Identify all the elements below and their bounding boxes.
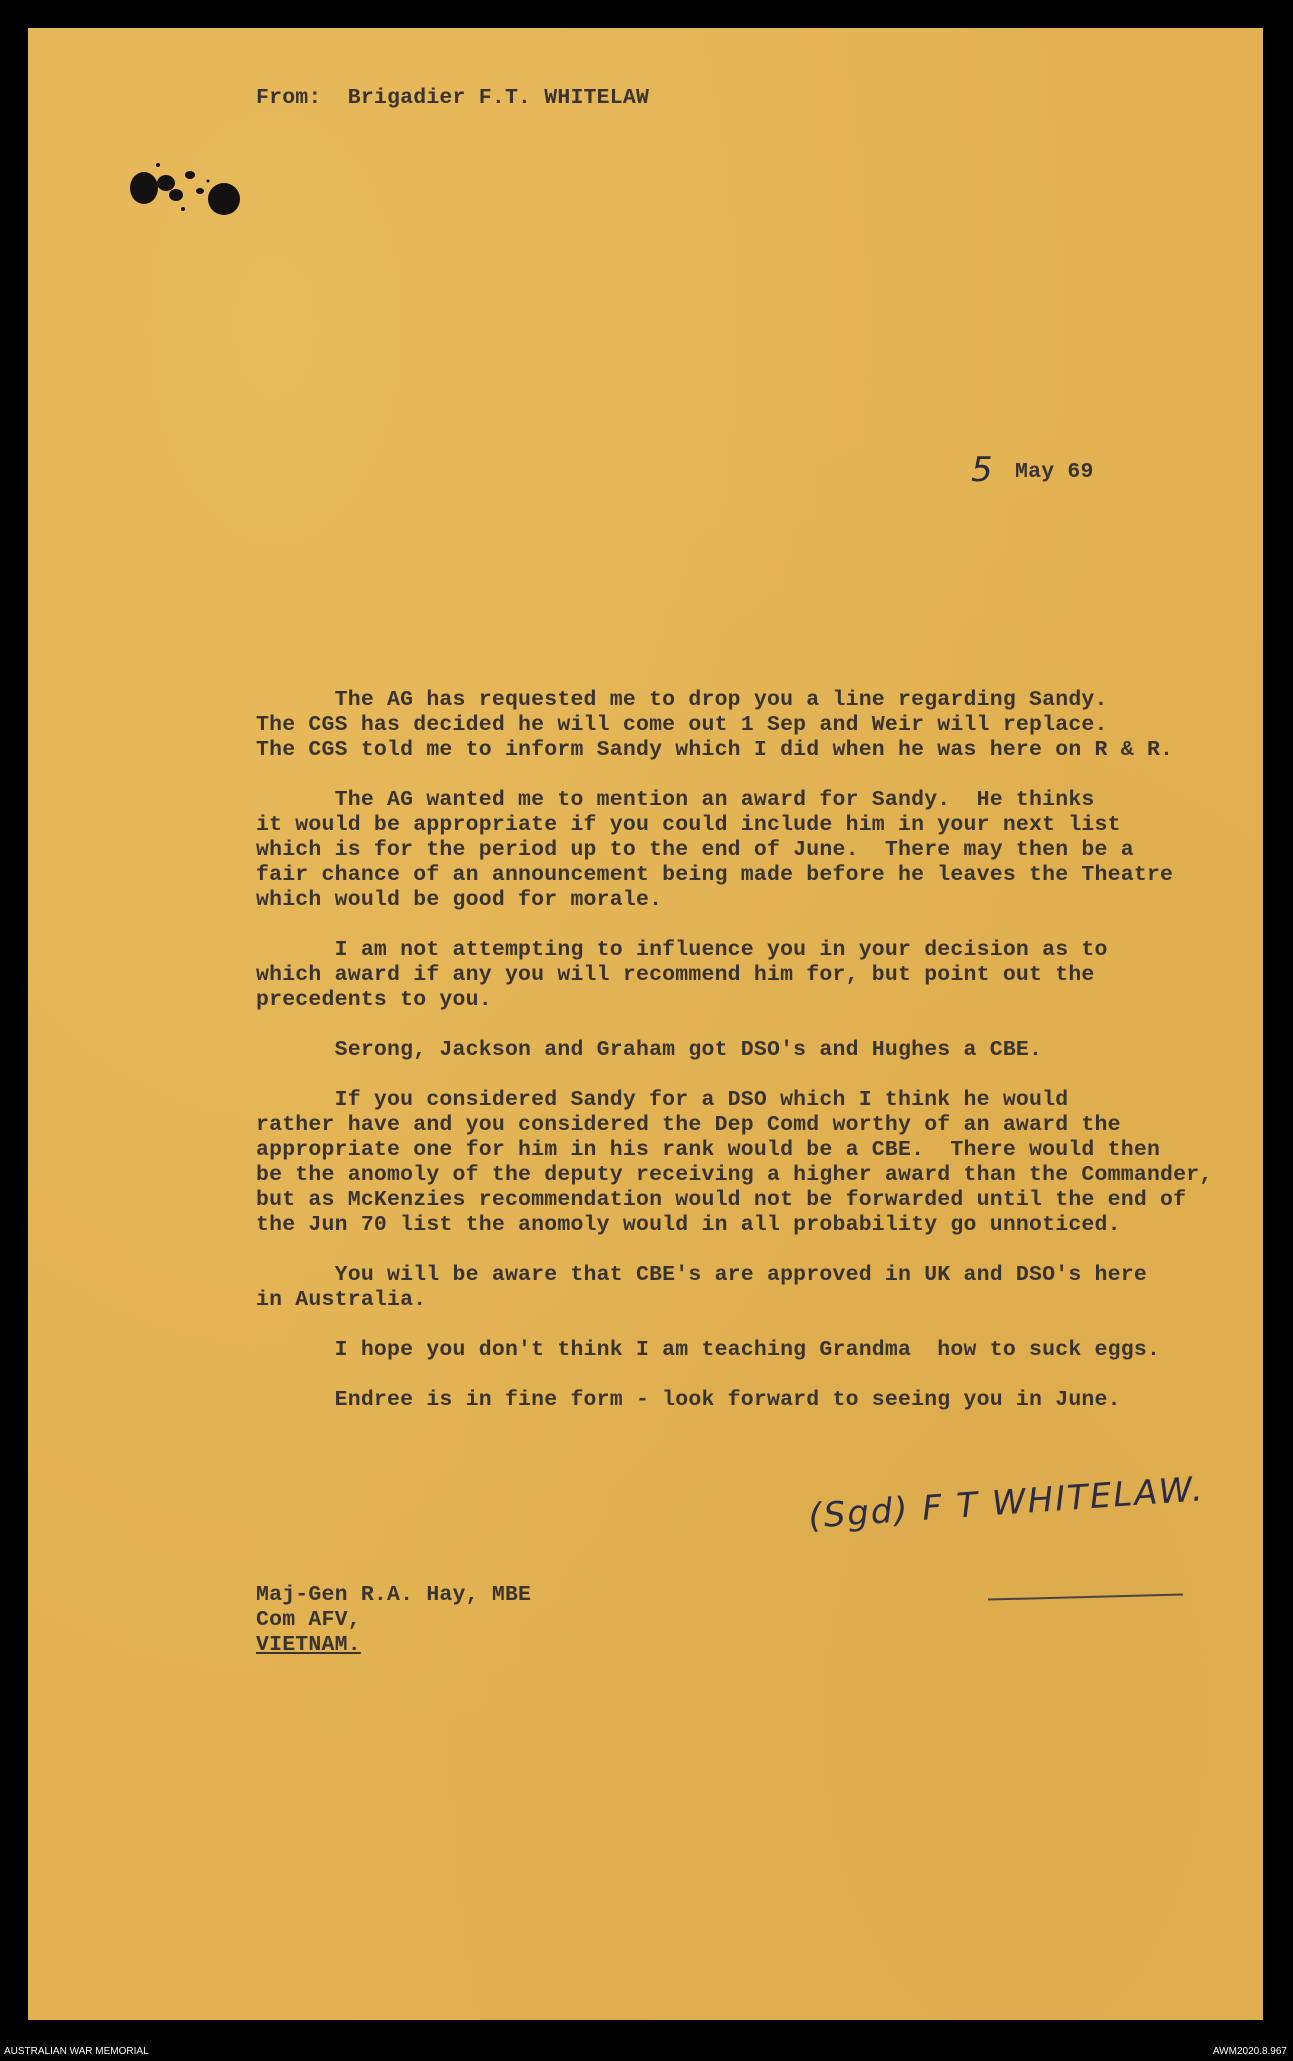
- body-line: which award if any you will recommend him for, but point out the: [256, 963, 1095, 987]
- body-line: precedents to you.: [256, 988, 492, 1012]
- body-line: which is for the period up to the end of June. There may then be a: [256, 838, 1134, 862]
- body-line: The CGS has decided he will come out 1 Sep and Weir will replace.: [256, 713, 1108, 737]
- body-line: Serong, Jackson and Graham got DSO's and Hughes a CBE.: [256, 1038, 1043, 1062]
- sender-line: From: Brigadier F.T. WHITELAW: [256, 86, 650, 110]
- letter-page: [28, 28, 1263, 2020]
- body-line: the Jun 70 list the anomoly would in all probability go unnoticed.: [256, 1213, 1121, 1237]
- body-line: but as McKenzies recommendation would not be forwarded until the end of: [256, 1188, 1187, 1212]
- handwritten-signature: (Sgd) F T WHITELAW.: [807, 1469, 1206, 1537]
- body-line: be the anomoly of the deputy receiving a higher award than the Commander,: [256, 1163, 1213, 1187]
- signature-line: [988, 1593, 1183, 1600]
- body-line: The AG wanted me to mention an award for Sandy. He thinks: [256, 788, 1095, 812]
- body-line: appropriate one for him in his rank would be a CBE. There would then: [256, 1138, 1161, 1162]
- body-line: fair chance of an announcement being made before he leaves the Theatre: [256, 863, 1174, 887]
- address-line: Com AFV,: [256, 1608, 361, 1632]
- date-day-handwritten: 5: [971, 450, 993, 490]
- archive-reference: AWM2020.8.967: [1212, 2046, 1287, 2057]
- body-line: I am not attempting to influence you in your decision as to: [256, 938, 1108, 962]
- body-line: The AG has requested me to drop you a line regarding Sandy.: [256, 688, 1108, 712]
- recipient-address: [256, 1583, 532, 1703]
- body-line: If you considered Sandy for a DSO which I think he would: [256, 1088, 1069, 1112]
- body-line: in Australia.: [256, 1288, 427, 1312]
- body-line: it would be appropriate if you could include him in your next list: [256, 813, 1121, 837]
- body-line: rather have and you considered the Dep Comd worthy of an award the: [256, 1113, 1121, 1137]
- body-line: You will be aware that CBE's are approved in UK and DSO's here: [256, 1263, 1147, 1287]
- date-month-year: May 69: [1015, 460, 1094, 484]
- ink-blot-mark: [128, 153, 268, 223]
- letter-date: [971, 450, 1094, 556]
- archive-credit: AUSTRALIAN WAR MEMORIAL: [4, 2046, 149, 2057]
- address-line: VIETNAM.: [256, 1633, 361, 1657]
- body-line: Endree is in fine form - look forward to seeing you in June.: [256, 1388, 1121, 1412]
- body-line: I hope you don't think I am teaching Grandma how to suck eggs.: [256, 1338, 1161, 1362]
- body-line: which would be good for morale.: [256, 888, 663, 912]
- letter-body: [256, 688, 1216, 1448]
- body-line: The CGS told me to inform Sandy which I did when he was here on R & R.: [256, 738, 1174, 762]
- address-line: Maj-Gen R.A. Hay, MBE: [256, 1583, 532, 1607]
